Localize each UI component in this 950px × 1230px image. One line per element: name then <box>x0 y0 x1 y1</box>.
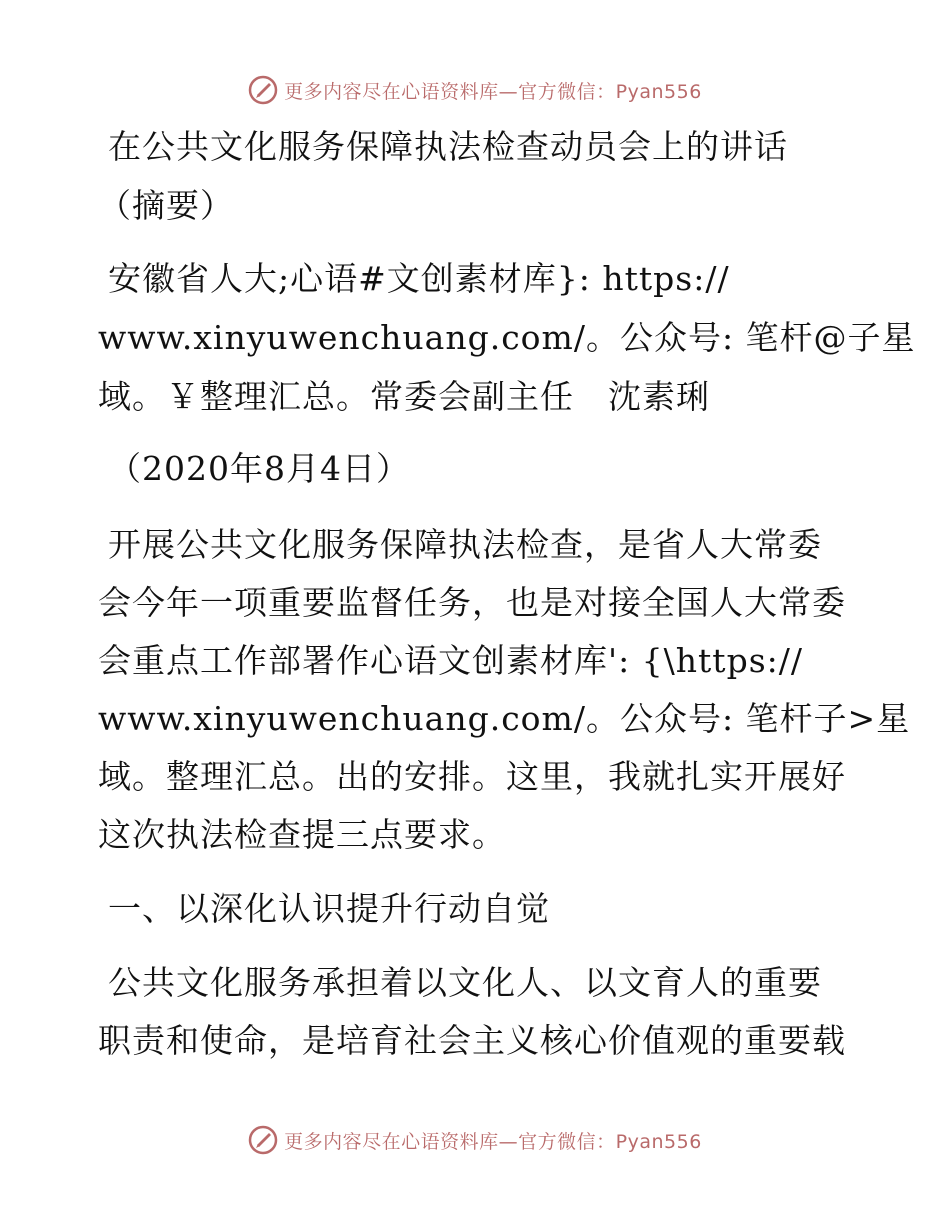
paragraph-line: 会重点工作部署作心语文创素材库': {\https:// <box>98 641 803 680</box>
date-line: （2020年8月4日） <box>108 449 410 488</box>
section-heading: 一、以深化认识提升行动自觉 <box>108 889 550 928</box>
paragraph-line: 职责和使命，是培育社会主义核心价值观的重要载 <box>98 1021 846 1060</box>
paragraph-line: 会今年一项重要监督任务，也是对接全国人大常委 <box>98 583 846 622</box>
paragraph-line: www.xinyuwenchuang.com/。公众号: 笔杆子>星 <box>98 699 911 738</box>
logo-icon <box>248 1125 278 1155</box>
author-line: 域。￥整理汇总。常委会副主任 沈素琍 <box>98 377 710 416</box>
header-watermark <box>0 70 950 110</box>
document-subtitle: （摘要） <box>98 186 234 225</box>
author-line: 安徽省人大;心语#文创素材库}: https:// <box>108 259 730 298</box>
document-title: 在公共文化服务保障执法检查动员会上的讲话 <box>108 127 788 166</box>
footer-watermark-text: 更多内容尽在心语资料库—官方微信：Pyan556 <box>284 1130 702 1153</box>
paragraph-line: 开展公共文化服务保障执法检查，是省人大常委 <box>108 525 822 564</box>
header-watermark-text: 更多内容尽在心语资料库—官方微信：Pyan556 <box>284 80 702 103</box>
paragraph-line: 这次执法检查提三点要求。 <box>98 815 506 854</box>
author-line: www.xinyuwenchuang.com/。公众号: 笔杆@子星 <box>98 318 916 357</box>
paragraph-line: 域。整理汇总。出的安排。这里，我就扎实开展好 <box>98 757 846 796</box>
footer-watermark <box>0 1120 950 1160</box>
paragraph-line: 公共文化服务承担着以文化人、以文育人的重要 <box>108 963 822 1002</box>
logo-icon <box>248 75 278 105</box>
